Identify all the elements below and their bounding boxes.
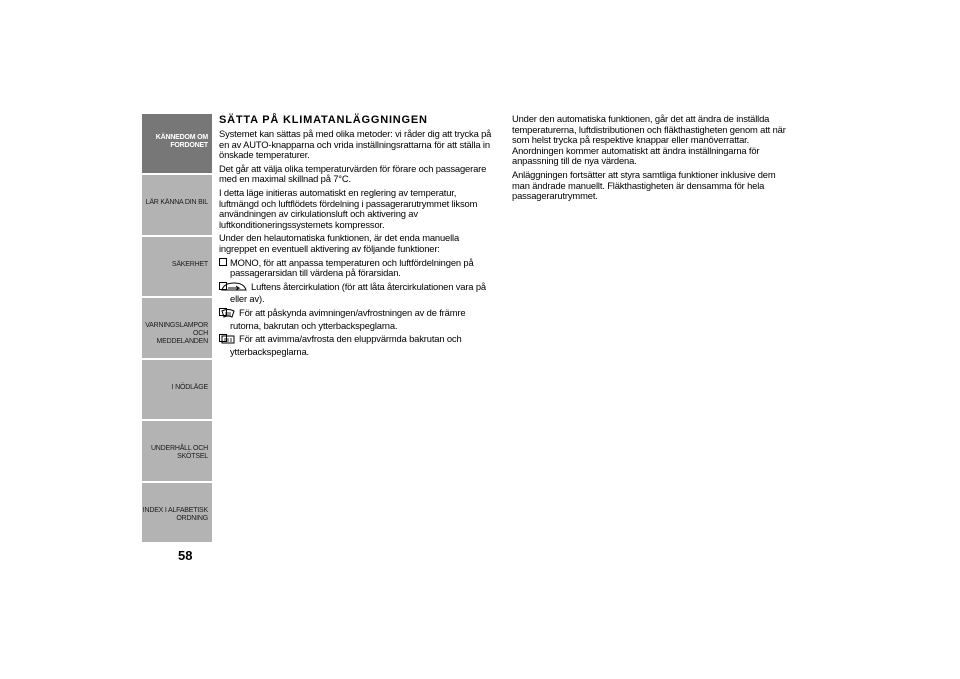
chapter-tab-emergency[interactable] [142,360,212,419]
paragraph: Systemet kan sättas på med olika metoder: vi råder dig att trycka på en av AUTO-knapparna och vrida inställningsrattarna för att ställa in önskade temperaturer. [219,128,492,161]
paragraph: Anläggningen fortsätter att styra samtliga funktioner inklusive dem man ändrade manuellt. Fläkthastigheten är densamma för hela passagerarutrymmet. [512,168,776,202]
paragraph: Under den helautomatiska funktionen, är det enda manuella ingreppet en eventuell aktivering av följande funktioner: [219,232,460,254]
list-item-text: För att påskynda avimningen/avfrostningen av de främre rutorna, bakrutan och ytterbackspeglarna. [230,306,466,331]
list-item [219,258,497,279]
section-heading: SÄTTA PÅ KLIMATANLÄGGNINGEN [219,114,428,126]
paragraph: I detta läge initieras automatiskt en reglering av temperatur, luftmängd och luftflödets fördelning i passagerarutrymmet liksom användningen av cirkulationsluft och aktivering av luftkonditioneringssystemets kompressor. [219,186,478,230]
chapter-tab-label: VARNINGSLAMPOR OCH MEDDELANDEN [145,322,208,346]
list-item [219,282,497,305]
chapter-tab-vehicle-knowledge[interactable] [142,114,212,173]
chapter-sidebar [142,114,212,542]
chapter-tab-label: SÄKERHET [171,260,208,268]
chapter-tab-safety[interactable] [142,237,212,296]
list-item-text: MONO, för att anpassa temperaturen och luftfördelningen på passagerarsidan till värdena på förarsidan. [230,256,474,279]
chapter-tab-label: LÄR KÄNNA DIN BIL [145,199,208,207]
chapter-tab-label: KÄNNEDOM OM FORDONET [155,134,208,149]
chapter-tab-maintenance[interactable] [142,421,212,480]
chapter-tab-label: I NÖDLÄGE [171,383,208,391]
paragraph: Det går att välja olika temperaturvärden för förare och passagerare med en maximal skillnad på 7°C. [219,162,487,185]
checkbox-bullet-icon [219,258,227,266]
list-item [219,308,497,331]
chapter-tab-warning-lights[interactable] [142,298,212,357]
list-item [219,334,497,357]
page-number: 58 [178,548,193,563]
list-item-text: Luftens återcirkulation (för att låta återcirkulationen vara på eller av). [230,280,486,305]
paragraph: Under den automatiska funktionen, går det att ändra de inställda temperaturerna, luftdistributionen och fläkthastigheten genom att när som helst trycka på respektive knappar eller manöverrattar. Anordningen kommer automatiskt att ändra inställningarna för anpassning till de nya värdena. [512,113,786,167]
chapter-tab-label: UNDERHÅLL OCH SKÖTSEL [150,445,208,461]
list-item-text: För att avimma/avfrosta den eluppvärmda bakrutan och ytterbackspeglarna. [230,333,462,357]
chapter-tab-label: INDEX I ALFABETISK ORDNING [142,506,208,522]
chapter-tab-index[interactable] [142,483,212,542]
right-column [512,114,787,205]
chapter-tab-know-your-car[interactable] [142,175,212,234]
left-column [219,114,497,360]
